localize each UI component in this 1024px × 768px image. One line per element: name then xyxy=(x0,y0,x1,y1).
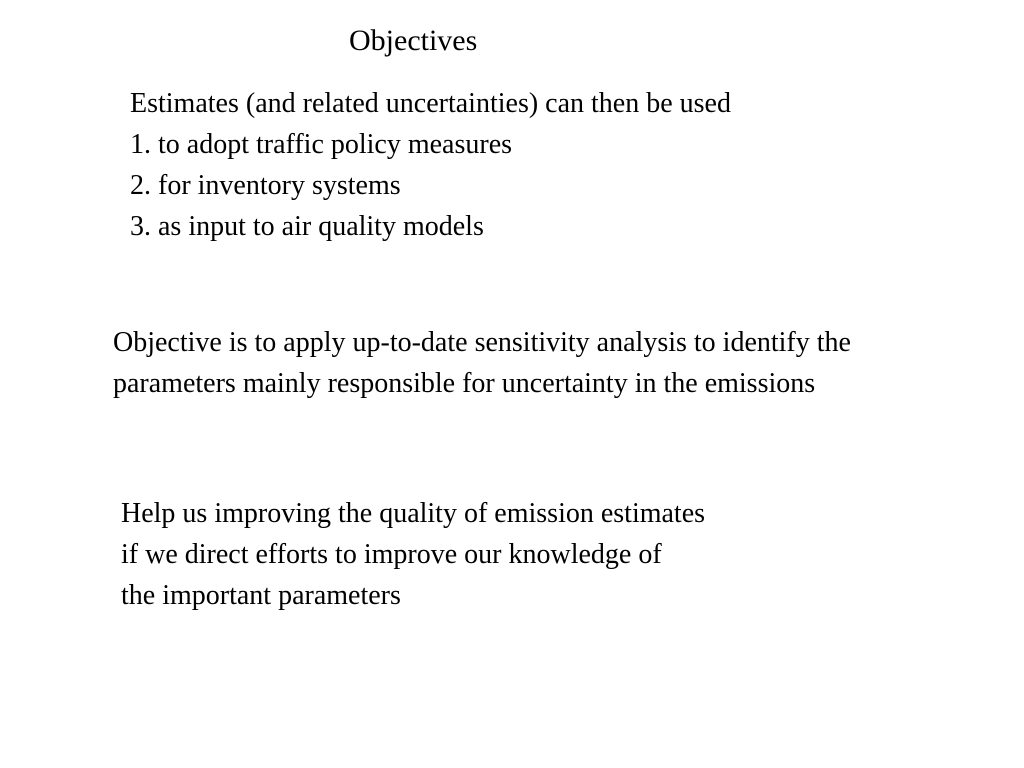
benefit-text-block xyxy=(121,493,705,616)
uses-intro-line: Estimates (and related uncertainties) can then be used xyxy=(130,88,731,119)
uses-list-item-2: 2. for inventory systems xyxy=(130,170,401,201)
objective-line-2: parameters mainly responsible for uncertainty in the emissions xyxy=(113,368,816,399)
slide-title: Objectives xyxy=(349,24,478,57)
benefit-line-1: Help us improving the quality of emission estimates xyxy=(121,498,706,529)
uses-text-block xyxy=(130,83,731,247)
benefit-line-2: if we direct efforts to improve our knowledge of xyxy=(121,539,662,570)
objective-text-block xyxy=(113,322,851,404)
objective-line-1: Objective is to apply up-to-date sensitivity analysis to identify the xyxy=(113,327,851,358)
uses-list-item-3: 3. as input to air quality models xyxy=(130,211,484,242)
uses-list-item-1: 1. to adopt traffic policy measures xyxy=(130,129,513,160)
benefit-line-3: the important parameters xyxy=(121,580,401,611)
